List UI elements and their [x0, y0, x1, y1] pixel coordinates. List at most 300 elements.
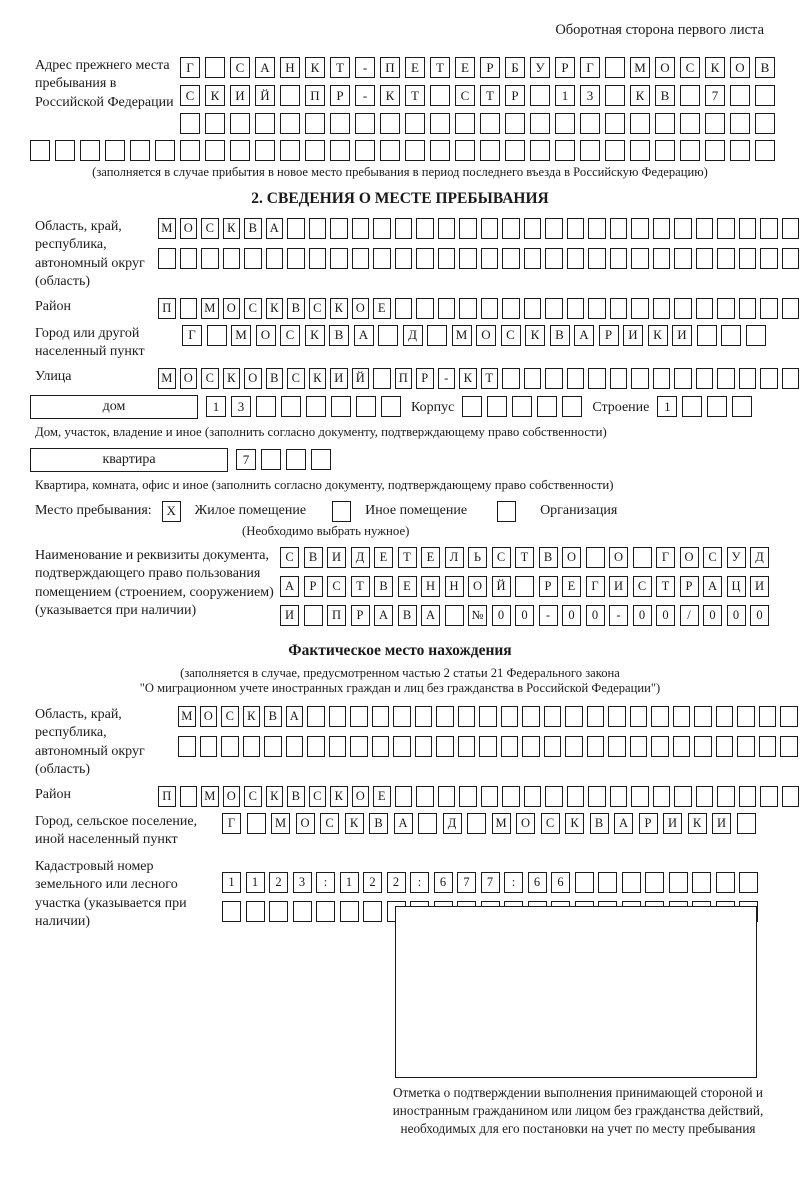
char-cell — [696, 368, 714, 389]
char-cell — [782, 218, 800, 239]
char-cell — [716, 872, 735, 893]
char-cell — [717, 248, 735, 269]
char-cell — [545, 368, 563, 389]
char-cell — [502, 298, 520, 319]
char-cell — [717, 368, 735, 389]
char-cell — [633, 547, 652, 568]
checkbox-inoe[interactable] — [332, 501, 351, 522]
char-cell — [455, 113, 475, 134]
char-cell: У — [727, 547, 746, 568]
char-cell — [416, 218, 434, 239]
char-cell — [653, 248, 671, 269]
char-cell: И — [230, 85, 250, 106]
char-cell — [445, 605, 464, 626]
char-cell — [230, 140, 250, 161]
char-cell — [330, 113, 350, 134]
char-cell: Н — [421, 576, 440, 597]
char-cell: В — [550, 325, 570, 346]
prev-address-label: Адрес прежнего места пребывания в Российской Федерации — [35, 58, 174, 110]
char-cell — [373, 248, 391, 269]
char-cell — [782, 368, 800, 389]
char-cell — [669, 872, 688, 893]
char-cell: Т — [656, 576, 675, 597]
char-cell — [760, 248, 778, 269]
char-cell: / — [680, 605, 699, 626]
char-cell — [610, 298, 628, 319]
char-cell — [755, 113, 775, 134]
char-cell — [481, 786, 499, 807]
char-cell — [630, 140, 650, 161]
char-cell: С — [201, 218, 219, 239]
char-cell: О — [655, 57, 675, 78]
prev-address-row-4[interactable] — [30, 140, 770, 161]
char-cell — [760, 368, 778, 389]
house-number-cells[interactable] — [206, 396, 401, 417]
char-cell — [247, 813, 266, 834]
char-cell — [759, 706, 777, 727]
char-cell — [692, 872, 711, 893]
char-cell — [430, 140, 450, 161]
char-cell: В — [244, 218, 262, 239]
char-cell: С — [327, 576, 346, 597]
char-cell: Т — [515, 547, 534, 568]
prev-address-note: (заполняется в случае прибытия в новое место пребывания в период последнего въезда в Российскую Федерацию) — [92, 165, 708, 179]
char-cell — [352, 248, 370, 269]
char-cell — [524, 368, 542, 389]
char-cell: Е — [405, 57, 425, 78]
char-cell — [515, 576, 534, 597]
place-type-field — [35, 501, 770, 522]
char-cell — [355, 113, 375, 134]
char-cell — [416, 298, 434, 319]
char-cell — [286, 736, 304, 757]
char-cell: О — [730, 57, 750, 78]
char-cell — [586, 547, 605, 568]
char-cell — [378, 325, 398, 346]
char-cell: С — [287, 368, 305, 389]
char-cell: К — [565, 813, 584, 834]
char-cell: О — [200, 706, 218, 727]
region2-field — [30, 706, 770, 780]
char-cell — [655, 140, 675, 161]
char-cell — [356, 396, 376, 417]
char-cell: В — [304, 547, 323, 568]
char-cell — [352, 218, 370, 239]
region2-row-1[interactable] — [178, 706, 800, 727]
char-cell — [588, 218, 606, 239]
char-cell — [716, 736, 734, 757]
char-cell — [458, 706, 476, 727]
char-cell — [505, 113, 525, 134]
char-cell — [567, 248, 585, 269]
char-cell — [545, 218, 563, 239]
char-cell — [355, 140, 375, 161]
char-cell — [373, 218, 391, 239]
char-cell — [631, 218, 649, 239]
char-cell — [737, 706, 755, 727]
region2-row-2[interactable] — [178, 736, 800, 757]
char-cell: С — [492, 547, 511, 568]
char-cell: Р — [351, 605, 370, 626]
char-cell — [622, 872, 641, 893]
char-cell — [287, 248, 305, 269]
char-cell: С — [221, 706, 239, 727]
char-cell: Й — [492, 576, 511, 597]
char-cell — [730, 85, 750, 106]
char-cell — [631, 786, 649, 807]
district2-row[interactable] — [158, 786, 799, 807]
city2-field — [30, 813, 770, 850]
char-cell: 0 — [515, 605, 534, 626]
char-cell: К — [648, 325, 668, 346]
char-cell: К — [525, 325, 545, 346]
char-cell — [372, 706, 390, 727]
char-cell: Е — [562, 576, 581, 597]
prev-address-row-3[interactable] — [180, 113, 775, 134]
prev-address-row-2[interactable] — [180, 85, 775, 106]
apartment-field — [30, 448, 770, 472]
char-cell: В — [329, 325, 349, 346]
char-cell — [730, 113, 750, 134]
char-cell: И — [712, 813, 731, 834]
region-row-1[interactable] — [158, 218, 799, 239]
char-cell — [631, 248, 649, 269]
char-cell — [436, 736, 454, 757]
char-cell: - — [539, 605, 558, 626]
char-cell: Р — [330, 85, 350, 106]
char-cell — [653, 368, 671, 389]
char-cell: : — [410, 872, 429, 893]
char-cell — [544, 706, 562, 727]
char-cell: С — [280, 547, 299, 568]
char-cell: Г — [222, 813, 241, 834]
region-field — [30, 218, 770, 292]
char-cell — [459, 786, 477, 807]
char-cell — [416, 786, 434, 807]
prev-address-field — [30, 57, 770, 134]
cadastral-label: Кадастровый номер земельного или лесного участка (указывается при наличии) — [35, 858, 187, 930]
char-cell — [655, 113, 675, 134]
char-cell — [645, 872, 664, 893]
char-cell: Ь — [468, 547, 487, 568]
char-cell: 2 — [387, 872, 406, 893]
char-cell: Е — [455, 57, 475, 78]
char-cell — [481, 248, 499, 269]
char-cell: Р — [555, 57, 575, 78]
char-cell — [180, 786, 198, 807]
char-cell — [309, 218, 327, 239]
actual-location-note-2: "О миграционном учете иностранных граждан и лиц без гражданства в Российской Федерации") — [139, 680, 661, 695]
char-cell — [610, 368, 628, 389]
char-cell — [305, 140, 325, 161]
char-cell — [287, 218, 305, 239]
char-cell — [455, 140, 475, 161]
char-cell: 0 — [750, 605, 769, 626]
char-cell — [330, 218, 348, 239]
char-cell — [205, 140, 225, 161]
char-cell — [479, 706, 497, 727]
place-type-label: Место пребывания: — [35, 503, 152, 519]
char-cell — [782, 786, 800, 807]
char-cell: Г — [580, 57, 600, 78]
char-cell — [605, 85, 625, 106]
char-cell: 6 — [528, 872, 547, 893]
char-cell: К — [630, 85, 650, 106]
char-cell — [255, 113, 275, 134]
char-cell: П — [327, 605, 346, 626]
char-cell — [459, 248, 477, 269]
char-cell: С — [309, 786, 327, 807]
char-cell — [222, 901, 241, 922]
char-cell — [512, 396, 532, 417]
char-cell — [780, 736, 798, 757]
char-cell — [610, 786, 628, 807]
char-cell: О — [476, 325, 496, 346]
section2-title: 2. СВЕДЕНИЯ О МЕСТЕ ПРЕБЫВАНИЯ — [251, 190, 549, 207]
char-cell — [280, 85, 300, 106]
char-cell — [674, 218, 692, 239]
char-cell — [530, 85, 550, 106]
char-cell — [739, 298, 757, 319]
char-cell — [545, 298, 563, 319]
char-cell: М — [231, 325, 251, 346]
char-cell: В — [755, 57, 775, 78]
char-cell — [405, 113, 425, 134]
char-cell — [680, 140, 700, 161]
char-cell: Р — [539, 576, 558, 597]
char-cell: С — [541, 813, 560, 834]
char-cell: А — [354, 325, 374, 346]
char-cell — [502, 368, 520, 389]
char-cell — [480, 113, 500, 134]
district-label: Район — [35, 298, 71, 314]
cadastral-row-1[interactable] — [222, 872, 758, 893]
region-row-2[interactable] — [158, 248, 799, 269]
char-cell: 1 — [555, 85, 575, 106]
char-cell — [130, 140, 150, 161]
char-cell — [180, 248, 198, 269]
apartment-cells[interactable] — [236, 449, 331, 470]
char-cell — [653, 786, 671, 807]
char-cell — [180, 140, 200, 161]
char-cell — [459, 218, 477, 239]
char-cell: К — [345, 813, 364, 834]
char-cell — [286, 449, 306, 470]
char-cell — [501, 706, 519, 727]
checkbox-zhiloe[interactable]: X — [162, 501, 181, 522]
char-cell — [680, 113, 700, 134]
char-cell — [436, 706, 454, 727]
char-cell: Г — [656, 547, 675, 568]
char-cell — [696, 298, 714, 319]
char-cell — [502, 218, 520, 239]
char-cell — [55, 140, 75, 161]
char-cell — [682, 396, 702, 417]
char-cell: Т — [430, 57, 450, 78]
document-field — [30, 547, 770, 626]
char-cell — [381, 396, 401, 417]
district-row[interactable] — [158, 298, 799, 319]
char-cell — [255, 140, 275, 161]
document-row-2[interactable] — [280, 576, 769, 597]
document-row-1[interactable] — [280, 547, 769, 568]
char-cell — [555, 113, 575, 134]
char-cell: М — [271, 813, 290, 834]
char-cell — [524, 248, 542, 269]
char-cell — [755, 140, 775, 161]
char-cell: К — [205, 85, 225, 106]
char-cell — [305, 113, 325, 134]
char-cell — [696, 786, 714, 807]
char-cell — [739, 786, 757, 807]
city2-label: Город, сельское поселение, иной населенный пункт — [35, 813, 198, 848]
char-cell — [674, 786, 692, 807]
char-cell — [306, 396, 326, 417]
char-cell — [438, 786, 456, 807]
city-field — [30, 325, 770, 362]
char-cell — [481, 298, 499, 319]
char-cell — [694, 736, 712, 757]
char-cell — [350, 706, 368, 727]
char-cell: 1 — [222, 872, 241, 893]
street-row[interactable] — [158, 368, 799, 389]
char-cell: К — [688, 813, 707, 834]
char-cell: Д — [403, 325, 423, 346]
char-cell: С — [244, 298, 262, 319]
confirmation-stamp-box — [395, 906, 757, 1078]
char-cell — [522, 706, 540, 727]
char-cell: А — [280, 576, 299, 597]
document-label: Наименование и реквизиты документа, подтверждающего право пользования помещением (строением, сооружением) (указывается при наличии) — [35, 547, 274, 619]
char-cell: 0 — [656, 605, 675, 626]
char-cell — [395, 298, 413, 319]
char-cell — [717, 786, 735, 807]
char-cell — [760, 298, 778, 319]
char-cell: О — [680, 547, 699, 568]
char-cell: Г — [180, 57, 200, 78]
char-cell — [281, 396, 301, 417]
char-cell — [537, 396, 557, 417]
char-cell: 3 — [293, 872, 312, 893]
char-cell: Е — [398, 576, 417, 597]
char-cell — [280, 140, 300, 161]
char-cell: С — [320, 813, 339, 834]
apartment-type-box[interactable]: квартира — [30, 448, 228, 472]
char-cell: К — [380, 85, 400, 106]
char-cell: О — [180, 218, 198, 239]
char-cell: Н — [280, 57, 300, 78]
char-cell: Е — [421, 547, 440, 568]
char-cell — [631, 298, 649, 319]
char-cell: О — [256, 325, 276, 346]
char-cell — [739, 218, 757, 239]
char-cell — [264, 736, 282, 757]
char-cell — [610, 218, 628, 239]
char-cell: Г — [586, 576, 605, 597]
char-cell: О — [223, 298, 241, 319]
char-cell — [350, 736, 368, 757]
char-cell — [732, 396, 752, 417]
char-cell — [705, 113, 725, 134]
char-cell — [330, 248, 348, 269]
char-cell — [307, 706, 325, 727]
stroenie-cells[interactable] — [657, 396, 752, 417]
char-cell: 6 — [551, 872, 570, 893]
char-cell — [373, 368, 391, 389]
char-cell — [522, 736, 540, 757]
korpus-cells[interactable] — [462, 396, 582, 417]
char-cell — [316, 901, 335, 922]
house-type-box[interactable]: дом — [30, 395, 198, 419]
char-cell — [565, 736, 583, 757]
char-cell: 1 — [340, 872, 359, 893]
char-cell — [309, 248, 327, 269]
char-cell — [380, 140, 400, 161]
char-cell — [363, 901, 382, 922]
char-cell: П — [158, 298, 176, 319]
char-cell — [530, 140, 550, 161]
char-cell — [269, 901, 288, 922]
city2-row[interactable] — [222, 813, 756, 834]
char-cell: А — [574, 325, 594, 346]
house-note: Дом, участок, владение и иное (заполнить согласно документу, подтверждающему право собственности) — [35, 424, 607, 439]
char-cell — [580, 113, 600, 134]
char-cell: А — [286, 706, 304, 727]
char-cell — [605, 57, 625, 78]
char-cell: Р — [416, 368, 434, 389]
char-cell: О — [352, 298, 370, 319]
char-cell: 7 — [236, 449, 256, 470]
char-cell — [755, 85, 775, 106]
char-cell — [630, 113, 650, 134]
char-cell — [329, 736, 347, 757]
char-cell: Л — [445, 547, 464, 568]
document-row-3[interactable] — [280, 605, 769, 626]
char-cell — [562, 396, 582, 417]
char-cell: Г — [182, 325, 202, 346]
checkbox-org[interactable] — [497, 501, 516, 522]
char-cell: Д — [443, 813, 462, 834]
char-cell — [746, 325, 766, 346]
char-cell: : — [316, 872, 335, 893]
char-cell: А — [421, 605, 440, 626]
char-cell — [244, 248, 262, 269]
char-cell: О — [244, 368, 262, 389]
char-cell: К — [266, 786, 284, 807]
char-cell — [293, 901, 312, 922]
char-cell: И — [327, 547, 346, 568]
char-cell: 3 — [580, 85, 600, 106]
prev-address-row-1[interactable] — [180, 57, 775, 78]
char-cell — [545, 786, 563, 807]
char-cell: 1 — [206, 396, 226, 417]
char-cell — [567, 218, 585, 239]
char-cell — [608, 736, 626, 757]
char-cell — [329, 706, 347, 727]
char-cell: Р — [680, 576, 699, 597]
char-cell — [680, 85, 700, 106]
char-cell — [651, 706, 669, 727]
char-cell: С — [455, 85, 475, 106]
city-row[interactable] — [182, 325, 766, 346]
char-cell — [200, 736, 218, 757]
char-cell — [598, 872, 617, 893]
char-cell — [737, 813, 756, 834]
char-cell: В — [539, 547, 558, 568]
char-cell — [696, 248, 714, 269]
char-cell: М — [492, 813, 511, 834]
char-cell: И — [330, 368, 348, 389]
